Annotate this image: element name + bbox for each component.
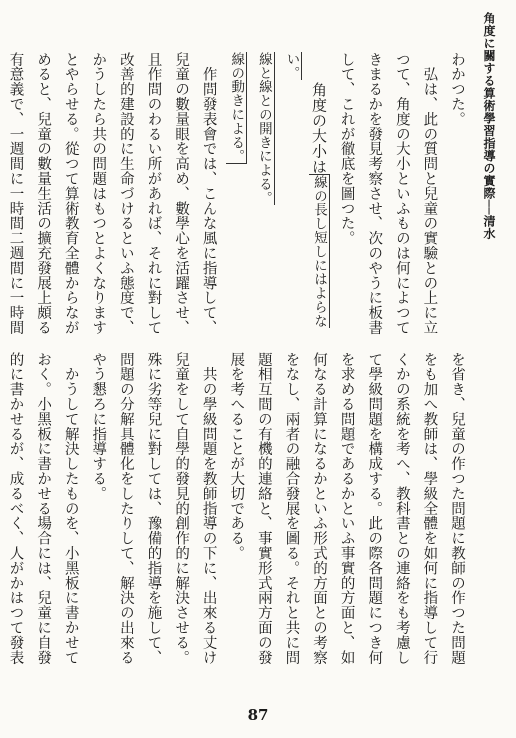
paragraph-class-problem: を省き、兒童の作つた問題に教師の作つた問題をも加へ教師は、學級全體を如何に指導して行くかの系統を考へ、教科書との連絡をも考慮して學級問題を構成する。此の際各問題につき何を求める問題であるかといふ事實的方面と、如何なる計算になるかといふ形式的方面との考察をなし、兩者の融合發展を圖る。それと共に問題相互間の有機的連絡と、事實形式兩方面の發展を考へることが大切である。 — [228, 352, 465, 665]
board-note-1: 線の長し短しにはよらない。 — [283, 52, 328, 329]
paragraph-wakatta: わかつた。 — [449, 52, 465, 127]
board-notes-label: 角度の大小は — [310, 81, 329, 175]
board-note-2: 線と線との開きによる。 — [255, 52, 272, 205]
board-notes — [222, 52, 332, 344]
board-note-3: 線の動きによる。 — [228, 52, 245, 164]
paragraph-board-writing: 弘は、此の質問と兒童の實驗との上に立つて、角度の大小といふものは何によつてきまるかを發見考察させ、次のやうに板書して、これが徹底を圖つた。 — [338, 52, 438, 336]
upper-text-block — [7, 52, 470, 344]
paragraph-blackboard: かうして解決したものを、小黑板に書かせておく。小黑板に書かせる場合には、兒童に自發的に書かせるが、成るべく、人がかはつて發表 — [7, 352, 79, 665]
lower-text-block — [7, 352, 470, 670]
running-header: 角度に關する算術學習指導の實際──清水 — [482, 12, 496, 240]
page-number: 87 — [247, 706, 269, 724]
paragraph-solving: 共の學級問題を教師指導の下に、出來る丈け兒童をして自學的發見的創作的に解決させる。殊に劣等兒に對しては、豫備的指導を施して、問題の分解具體化をしたりして、解決の出來るやう懇ろに指導する。 — [90, 352, 217, 665]
paragraph-presentation-meeting: 作問發表會では、こんな風に指導して、兒童の數量眼を高め、數學心を活躍させ、且作問のわるい所があれば、それに對して改善的建設的に生命づけるといふ態度で、かうしたら共の問題はもつとよくなりますとやらせる。從つて算術教育全體からながめると、兒童の數量生活の擴充發展上頗る有意義で、一週間に一時間二週間に一時間 — [7, 52, 217, 336]
